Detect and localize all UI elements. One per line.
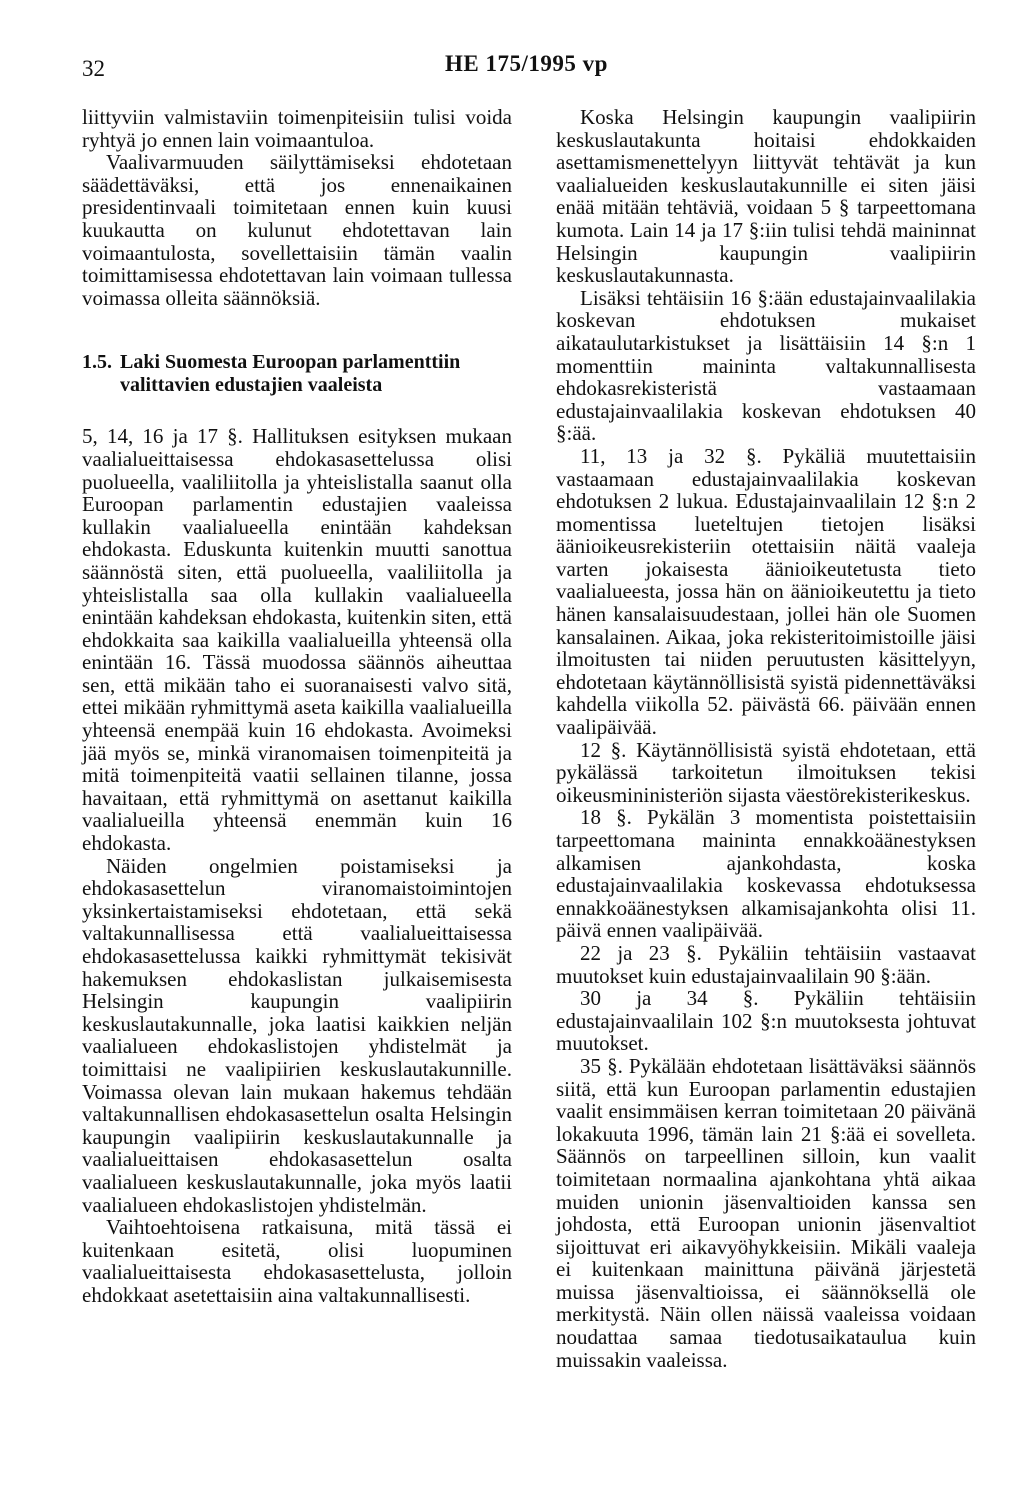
right-paragraph-1: Koska Helsingin kaupungin vaalipiirin keskuslautakunta hoitaisi ehdokkaiden asettamismenettelyyn liittyvät tehtävät ja kun vaalialueiden keskuslautakunnille ei siten jäisi enää mitään tehtäviä, voidaan 5 § tarpeettomana kumota. Lain 14 ja 17 §:iin tulisi tehdä maininnat Helsingin kaupungin vaalipiirin keskuslautakunnasta.	[556, 105, 976, 288]
right-paragraph-2: Lisäksi tehtäisiin 16 §:ään edustajainvaalilakia koskevan ehdotuksen mukaiset aikataulutarkistukset ja lisättäisiin 14 §:n 1 momenttiin maininta valtakunnallisesta ehdokasrekisteristä vastaamaan edustajainvaalilakia koskevan ehdotuksen 40 §:ää.	[556, 285, 976, 446]
section-title: Laki Suomesta Euroopan parlamenttiin valittavien edustajien vaaleista	[120, 351, 461, 397]
left-paragraph-2: Vaalivarmuuden säilyttämiseksi ehdotetaan säädettäväksi, että jos ennenaikainen presidentinvaali toimitetaan ennen kuin kuusi kuukautta on kulunut ehdotettavan lain voimaantulosta, sovellettaisiin tämän vaalin toimittamisessa ehdotettavan lain voimaan tullessa voimassa olleita säännöksiä.	[82, 150, 512, 310]
left-paragraph-5: Vaihtoehtoisena ratkaisuna, mitä tässä ei kuitenkaan esitetä, olisi luopuminen vaalialueittaisesta ehdokasasettelusta, jolloin ehdokkaat asetettaisiin aina valtakunnallisesti.	[82, 1215, 512, 1307]
right-paragraph-7: 30 ja 34 §. Pykäliin tehtäisiin edustajainvaalilain 102 §:n muutoksesta johtuvat muutokset.	[556, 986, 976, 1056]
page-number: 32	[82, 56, 105, 81]
left-paragraph-3: 5, 14, 16 ja 17 §. Hallituksen esityksen mukaan vaalialueittaisessa ehdokasasettelussa olisi puolueella, vaaliliitolla ja yhteislistalla saanut olla Euroopan parlamentin edustajien vaaleissa kullakin vaalialueella enintään kahdeksan ehdokasta. Eduskunta kuitenkin muutti sanottua säännöstä siten, että puolueella, vaaliliitolla ja yhteislistalla saa olla kullakin vaalialueella enintään kahdeksan ehdokasta, kuitenkin siten, että ehdokkaita saa kaikilla vaalialueilla yhteensä olla enintään 16. Tässä muodossa säännös aiheuttaa sen, että mikään taho ei suoranaisesti valvo sitä, ettei mikään ryhmittymä aseta kaikilla vaalialueilla yhteensä enempää kuin 16 ehdokasta. Avoimeksi jää myös se, minkä viranomaisen toimenpiteitä ja mitä toimenpiteitä vaatii sellainen tilanne, jossa havaitaan, että ryhmittymä on asettanut kaikilla vaalialueilla yhteensä enemmän kuin 16 ehdokasta.	[82, 424, 512, 856]
section-number: 1.5.	[82, 351, 112, 374]
right-paragraph-5: 18 §. Pykälän 3 momentista poistettaisiin tarpeettomana maininta ennakkoäänestyksen alkamisen ajankohdasta, koska edustajainvaalilakia koskevassa ehdotuksessa ennakkoäänestyksen alkamisajankohta olisi 11. päivä ennen vaalipäivää.	[556, 805, 976, 943]
right-paragraph-8: 35 §. Pykälään ehdotetaan lisättäväksi säännös siitä, että kun Euroopan parlamentin edustajien vaalit ensimmäisen kerran toimitetaan 20 päivänä lokakuuta 1996, tämän lain 21 §:ää ei sovelleta. Säännös on tarpeellinen silloin, kun vaalit toimitetaan normaalina ajankohtana yhtä aikaa muiden unionin jäsenvaltioiden kanssa sen johdosta, että Euroopan unionin jäsenvaltiot sijoittuvat eri aikavyöhykkeisiin. Mikäli vaaleja ei kuitenkaan mainittuna päivänä järjestetä muissa jäsenvaltioissa, ei säännöksellä ole merkitystä. Näin ollen näissä vaaleissa voidaan noudattaa samaa tiedotusaikataulua kuin muissakin vaaleissa.	[556, 1053, 976, 1372]
running-head: HE 175/1995 vp	[445, 51, 608, 76]
right-paragraph-4: 12 §. Käytännöllisistä syistä ehdotetaan, että pykälässä tarkoitetun ilmoituksen tekisi oikeusmininisteriön sijasta väestörekisterikeskus.	[556, 737, 976, 807]
right-column	[556, 106, 976, 1371]
left-paragraph-4: Näiden ongelmien poistamiseksi ja ehdokasasettelun viranomaistoimintojen yksinkertaistamiseksi ehdotetaan, että sekä valtakunnallisessa että vaalialueittaisessa ehdokasasettelussa kaikki ryhmittymät tekisivät hakemuksen ehdokaslistan julkaisemisesta Helsingin kaupungin vaalipiirin keskuslautakunnalle, joka laatisi kaikkien neljän vaalialueen ehdokaslistojen yhdistelmät ja toimittaisi ne vaalipiirien keskuslautakunnille. Voimassa olevan lain mukaan hakemus tehdään valtakunnallisen ehdokasasettelun osalta Helsingin kaupungin vaalipiirin keskuslautakunnalle ja vaalialueittaisen ehdokasasettelun osalta vaalialueen keskuslautakunnalle, joka myös laatii vaalialueen ehdokaslistojen yhdistelmän.	[82, 853, 512, 1217]
section-heading	[82, 351, 512, 397]
left-column	[82, 106, 512, 1307]
right-paragraph-3: 11, 13 ja 32 §. Pykäliä muutettaisiin vastaamaan edustajainvaalilakia koskevan ehdotuksen 2 lukua. Edustajainvaalilain 12 §:n 2 momentissa lueteltujen tietojen lisäksi äänioikeusrekisteriin otettaisiin näitä vaaleja varten jokaisesta äänioikeutetusta tieto vaalialueesta, jossa hän on äänioikeutettu ja tieto hänen kansalaisuudestaan, jollei hän ole Suomen kansalainen. Aikaa, joka rekisteritoimistoille jäisi ilmoitusten tai niiden peruutusten käsittelyyn, ehdotetaan käytännöllisistä syistä pidennettäväksi kahdella viikolla 52. päivästä 66. päivään ennen vaalipäivää.	[556, 443, 976, 740]
left-paragraph-1: liittyviin valmistaviin toimenpiteisiin tulisi voida ryhtyä jo ennen lain voimaantuloa.	[82, 105, 512, 152]
right-paragraph-6: 22 ja 23 §. Pykäliin tehtäisiin vastaavat muutokset kuin edustajainvaalilain 90 §:ään.	[556, 940, 976, 988]
